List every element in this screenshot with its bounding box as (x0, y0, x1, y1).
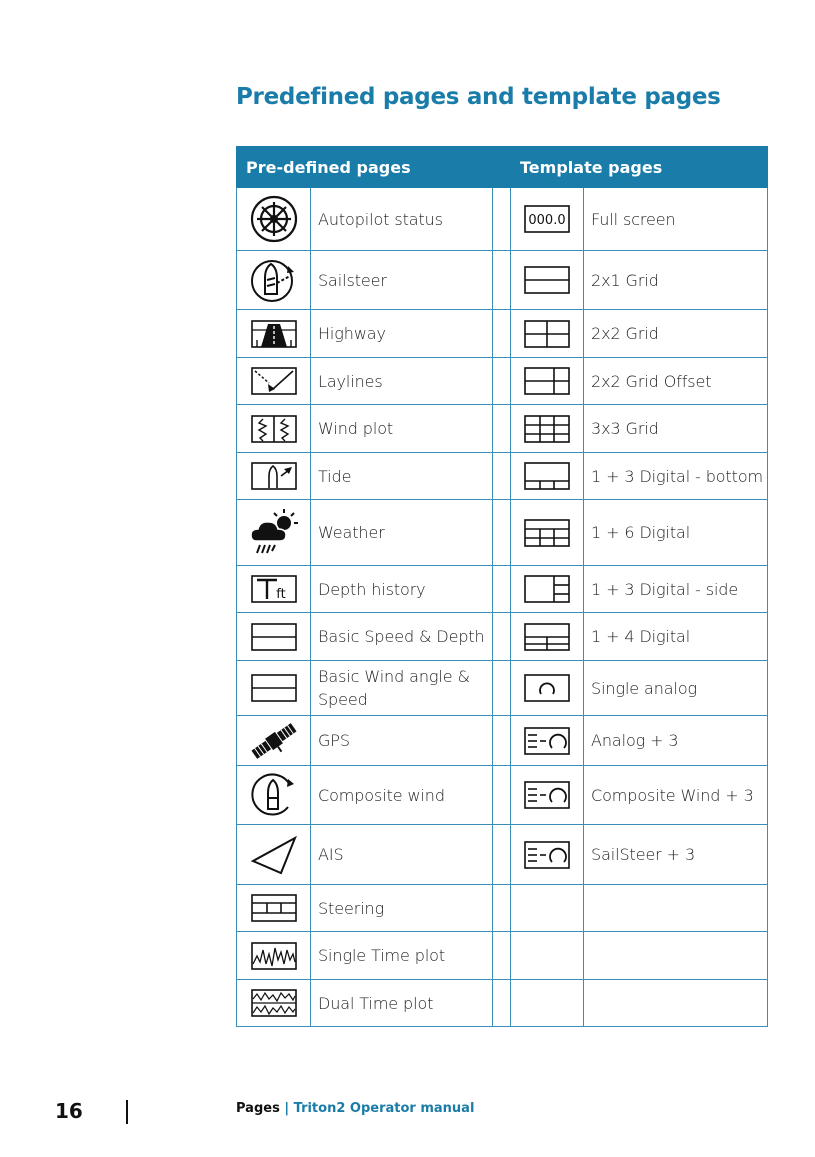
table-row (237, 661, 768, 716)
svg-text:000.0: 000.0 (528, 213, 566, 228)
page-title: Predefined pages and template pages (236, 84, 721, 110)
table-row (237, 885, 768, 932)
list-item: 2x2 Grid Offset (584, 358, 768, 405)
list-item: Highway (311, 310, 493, 358)
table-header-row (237, 147, 768, 188)
table-row (237, 766, 768, 825)
list-item: 3x3 Grid (584, 405, 768, 453)
list-item: Sailsteer (311, 251, 493, 310)
footer-section: Pages (236, 1101, 280, 1116)
list-item: Depth history (311, 566, 493, 613)
table-row (237, 358, 768, 405)
weather-icon (237, 500, 311, 566)
list-item: SailSteer + 3 (584, 825, 768, 885)
table-row (237, 500, 768, 566)
autopilot-status-icon (237, 188, 311, 251)
list-item: Weather (311, 500, 493, 566)
composite-wind-plus-3-icon (511, 766, 584, 825)
footer-divider (126, 1100, 128, 1124)
basic-speed-depth-icon (237, 613, 311, 661)
gps-satellite-icon (237, 716, 311, 766)
grid-3x3-icon (511, 405, 584, 453)
table-row (237, 716, 768, 766)
ais-icon (237, 825, 311, 885)
table-row (237, 980, 768, 1027)
list-item: Wind plot (311, 405, 493, 453)
table-row (237, 310, 768, 358)
list-item: Autopilot status (311, 188, 493, 251)
basic-wind-angle-speed-icon (237, 661, 311, 716)
grid-2x2-icon (511, 310, 584, 358)
table-row (237, 453, 768, 500)
table-row (237, 932, 768, 980)
page-number: 16 (55, 1099, 83, 1123)
table-row (237, 566, 768, 613)
footer-separator: | (284, 1101, 290, 1116)
table-row (237, 825, 768, 885)
steering-icon (237, 885, 311, 932)
header-predefined-pages: Pre-defined pages (237, 147, 511, 188)
list-item: Single analog (584, 661, 768, 716)
list-item: 1 + 4 Digital (584, 613, 768, 661)
list-item: 1 + 3 Digital - bottom (584, 453, 768, 500)
footer-running-title (236, 1101, 474, 1116)
dual-time-plot-icon (237, 980, 311, 1027)
list-item: GPS (311, 716, 493, 766)
list-item: Full screen (584, 188, 768, 251)
list-item: Analog + 3 (584, 716, 768, 766)
sailsteer-icon (237, 251, 311, 310)
list-item: 2x1 Grid (584, 251, 768, 310)
list-item: Basic Speed & Depth (311, 613, 493, 661)
list-item: 1 + 3 Digital - side (584, 566, 768, 613)
digital-1-4-icon (511, 613, 584, 661)
full-screen-icon (511, 188, 584, 251)
table-row (237, 405, 768, 453)
pages-table (236, 146, 768, 1027)
list-item: 2x2 Grid (584, 310, 768, 358)
list-item: 1 + 6 Digital (584, 500, 768, 566)
list-item: Single Time plot (311, 932, 493, 980)
list-item: Basic Wind angle & Speed (311, 661, 493, 716)
grid-2x2-offset-icon (511, 358, 584, 405)
depth-history-icon (237, 566, 311, 613)
analog-plus-3-icon (511, 716, 584, 766)
highway-icon (237, 310, 311, 358)
list-item: Steering (311, 885, 493, 932)
list-item: Tide (311, 453, 493, 500)
list-item: Composite Wind + 3 (584, 766, 768, 825)
list-item: Composite wind (311, 766, 493, 825)
tide-icon (237, 453, 311, 500)
digital-1-6-icon (511, 500, 584, 566)
grid-2x1-icon (511, 251, 584, 310)
composite-wind-icon (237, 766, 311, 825)
list-item: AIS (311, 825, 493, 885)
table-row (237, 251, 768, 310)
single-analog-icon (511, 661, 584, 716)
laylines-icon (237, 358, 311, 405)
header-template-pages: Template pages (511, 147, 768, 188)
wind-plot-icon (237, 405, 311, 453)
digital-1-3-side-icon (511, 566, 584, 613)
list-item: Dual Time plot (311, 980, 493, 1027)
svg-text:ft: ft (275, 587, 286, 602)
digital-1-3-bottom-icon (511, 453, 584, 500)
list-item: Laylines (311, 358, 493, 405)
single-time-plot-icon (237, 932, 311, 980)
table-row (237, 613, 768, 661)
sailsteer-plus-3-icon (511, 825, 584, 885)
footer-manual-title: Triton2 Operator manual (293, 1101, 475, 1116)
table-row (237, 188, 768, 251)
